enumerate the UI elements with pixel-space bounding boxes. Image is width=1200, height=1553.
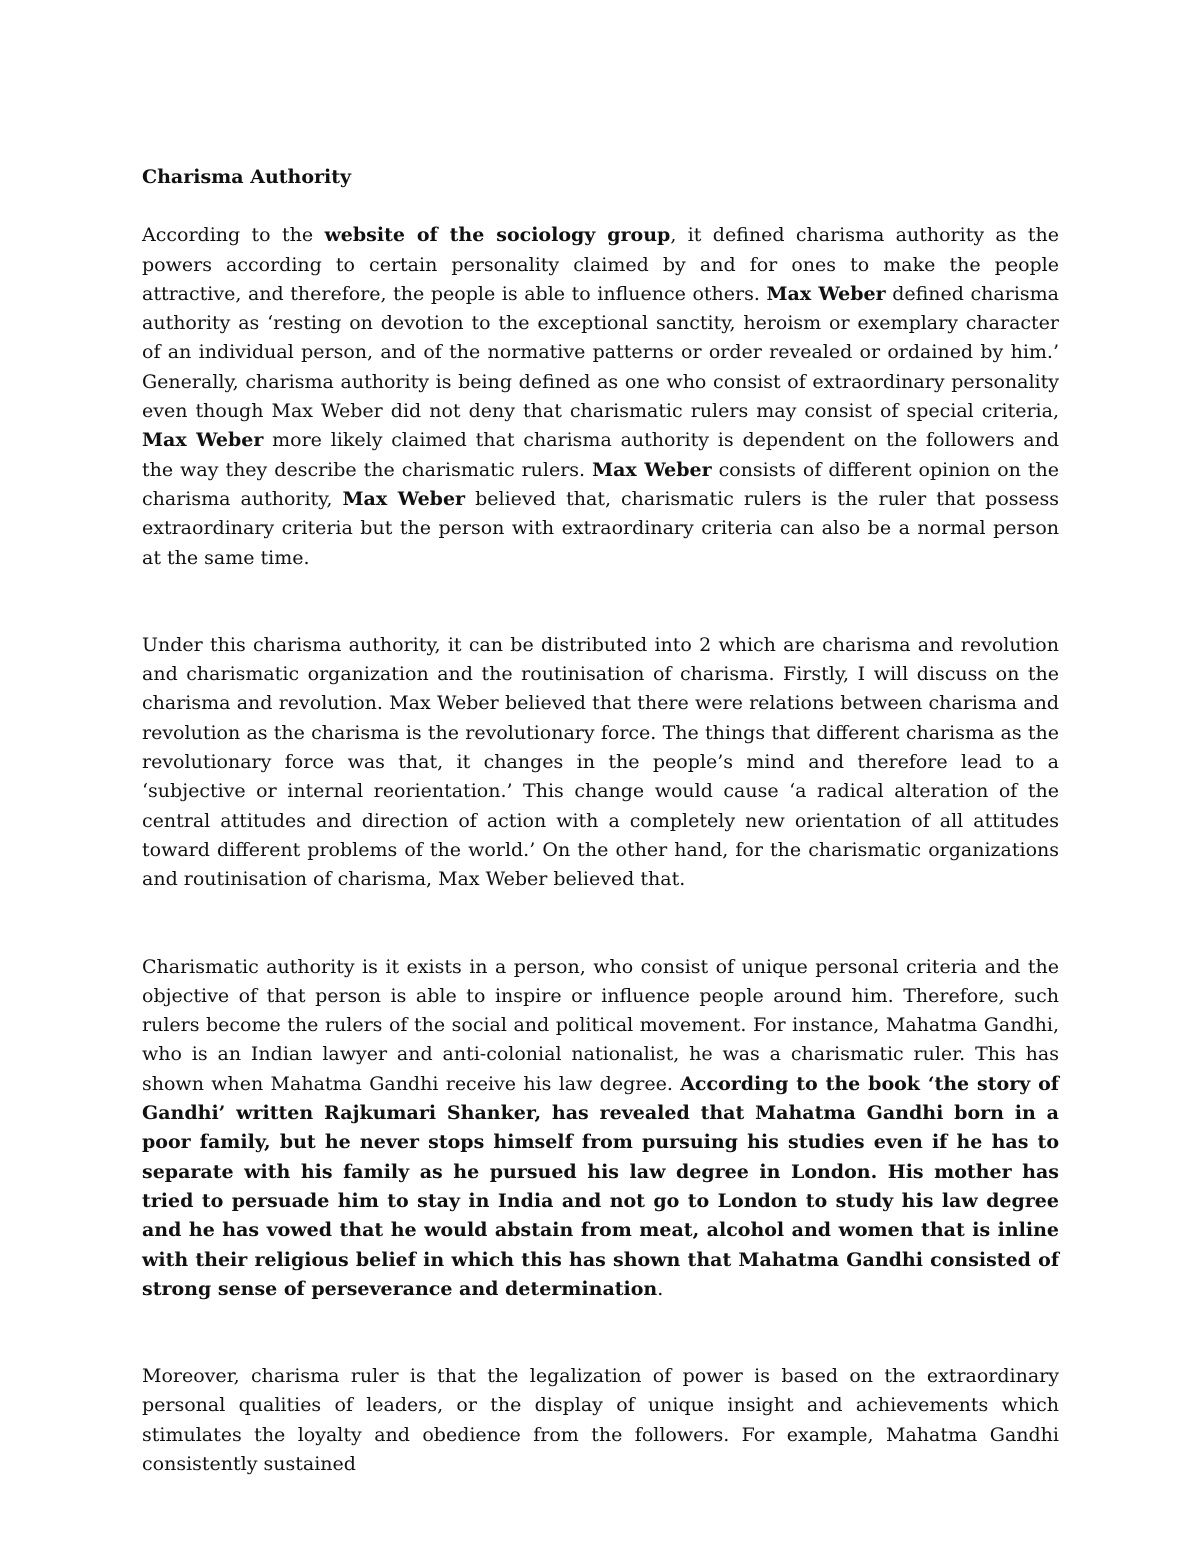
paragraph-3-bold-1: According to the book ‘the story of Gandhi’ written Rajkumari Shanker, has revealed that Mahatma Gandhi born in a poor family, but he never stops himself from pursuing his studies even if he has to separate with his family as he pursued his law degree in London. His mother has tried to persuade him to stay in India and not go to London to study his law degree and he has vowed that he would abstain from meat, alcohol and women that is inline with their religious belief in which this has shown that Mahatma Gandhi consisted of strong sense of perseverance and determination: [142, 1072, 1059, 1300]
paragraph-1-bold-4: Max Weber: [592, 458, 712, 481]
paragraph-1-text-3: defined charisma authority as ‘resting on devotion to the exceptional sanctity, heroism or exemplary character of an individual person, and of the normative patterns or order revealed or ordained by him.’ Generally, charisma authority is being defined as one who consist of extraordinary personality even though Max Weber did not deny that charismatic rulers may consist of special criteria,: [142, 282, 1059, 423]
document-body: [142, 163, 1059, 1479]
paragraph-3-text-1: Charismatic authority is it exists in a person, who consist of unique personal criteria and the objective of that person is able to inspire or influence people around him. Therefore, such rulers become the rulers of the social and political movement. For instance, Mahatma Gandhi, who is an Indian lawyer and anti-colonial nationalist, he was a charismatic ruler. This has shown when Mahatma Gandhi receive his law degree.: [142, 955, 1059, 1095]
paragraph-3: [142, 953, 1059, 1305]
paragraph-1-text-4: more likely claimed that charisma authority is dependent on the followers and the way they describe the charismatic rulers.: [142, 429, 1059, 481]
paragraph-1: [142, 221, 1059, 573]
paragraph-1-text-6: believed that, charismatic rulers is the ruler that possess extraordinary criteria but the person with extraordinary criteria can also be a normal person at the same time.: [142, 487, 1060, 569]
paragraph-1-bold-1: website of the sociology group: [324, 224, 671, 247]
paragraph-2: Under this charisma authority, it can be distributed into 2 which are charisma and revolution and charismatic organization and the routinisation of charisma. Firstly, I will discuss on the charisma and revolution. Max Weber believed that there were relations between charisma and revolution as the charisma is the revolutionary force. The things that different charisma as the revolutionary force was that, it changes in the people’s mind and therefore lead to a ‘subjective or internal reorientation.’ This change would cause ‘a radical alteration of the central attitudes and direction of action with a completely new orientation of all attitudes toward different problems of the world.’ On the other hand, for the charismatic organizations and routinisation of charisma, Max Weber believed that.: [142, 633, 1059, 891]
paragraph-1-bold-5: Max Weber: [342, 487, 466, 510]
paragraph-1-bold-2: Max Weber: [766, 282, 886, 305]
paragraph-1-text-1: According to the: [142, 224, 325, 247]
paragraph-3-text-2: .: [657, 1277, 664, 1300]
paragraph-1-bold-3: Max Weber: [142, 429, 264, 452]
paragraph-1-text-5: consists of different opinion on the charisma authority,: [142, 458, 1059, 510]
paragraph-1-text-2: , it defined charisma authority as the powers according to certain personality claimed by and for ones to make the people attractive, and therefore, the people is able to influence others.: [142, 224, 1059, 305]
paragraph-4: Moreover, charisma ruler is that the legalization of power is based on the extraordinary personal qualities of leaders, or the display of unique insight and achievements which stimulates the loyalty and obedience from the followers. For example, Mahatma Gandhi consistently sustained: [142, 1365, 1059, 1475]
document-title: Charisma Authority: [142, 166, 352, 188]
